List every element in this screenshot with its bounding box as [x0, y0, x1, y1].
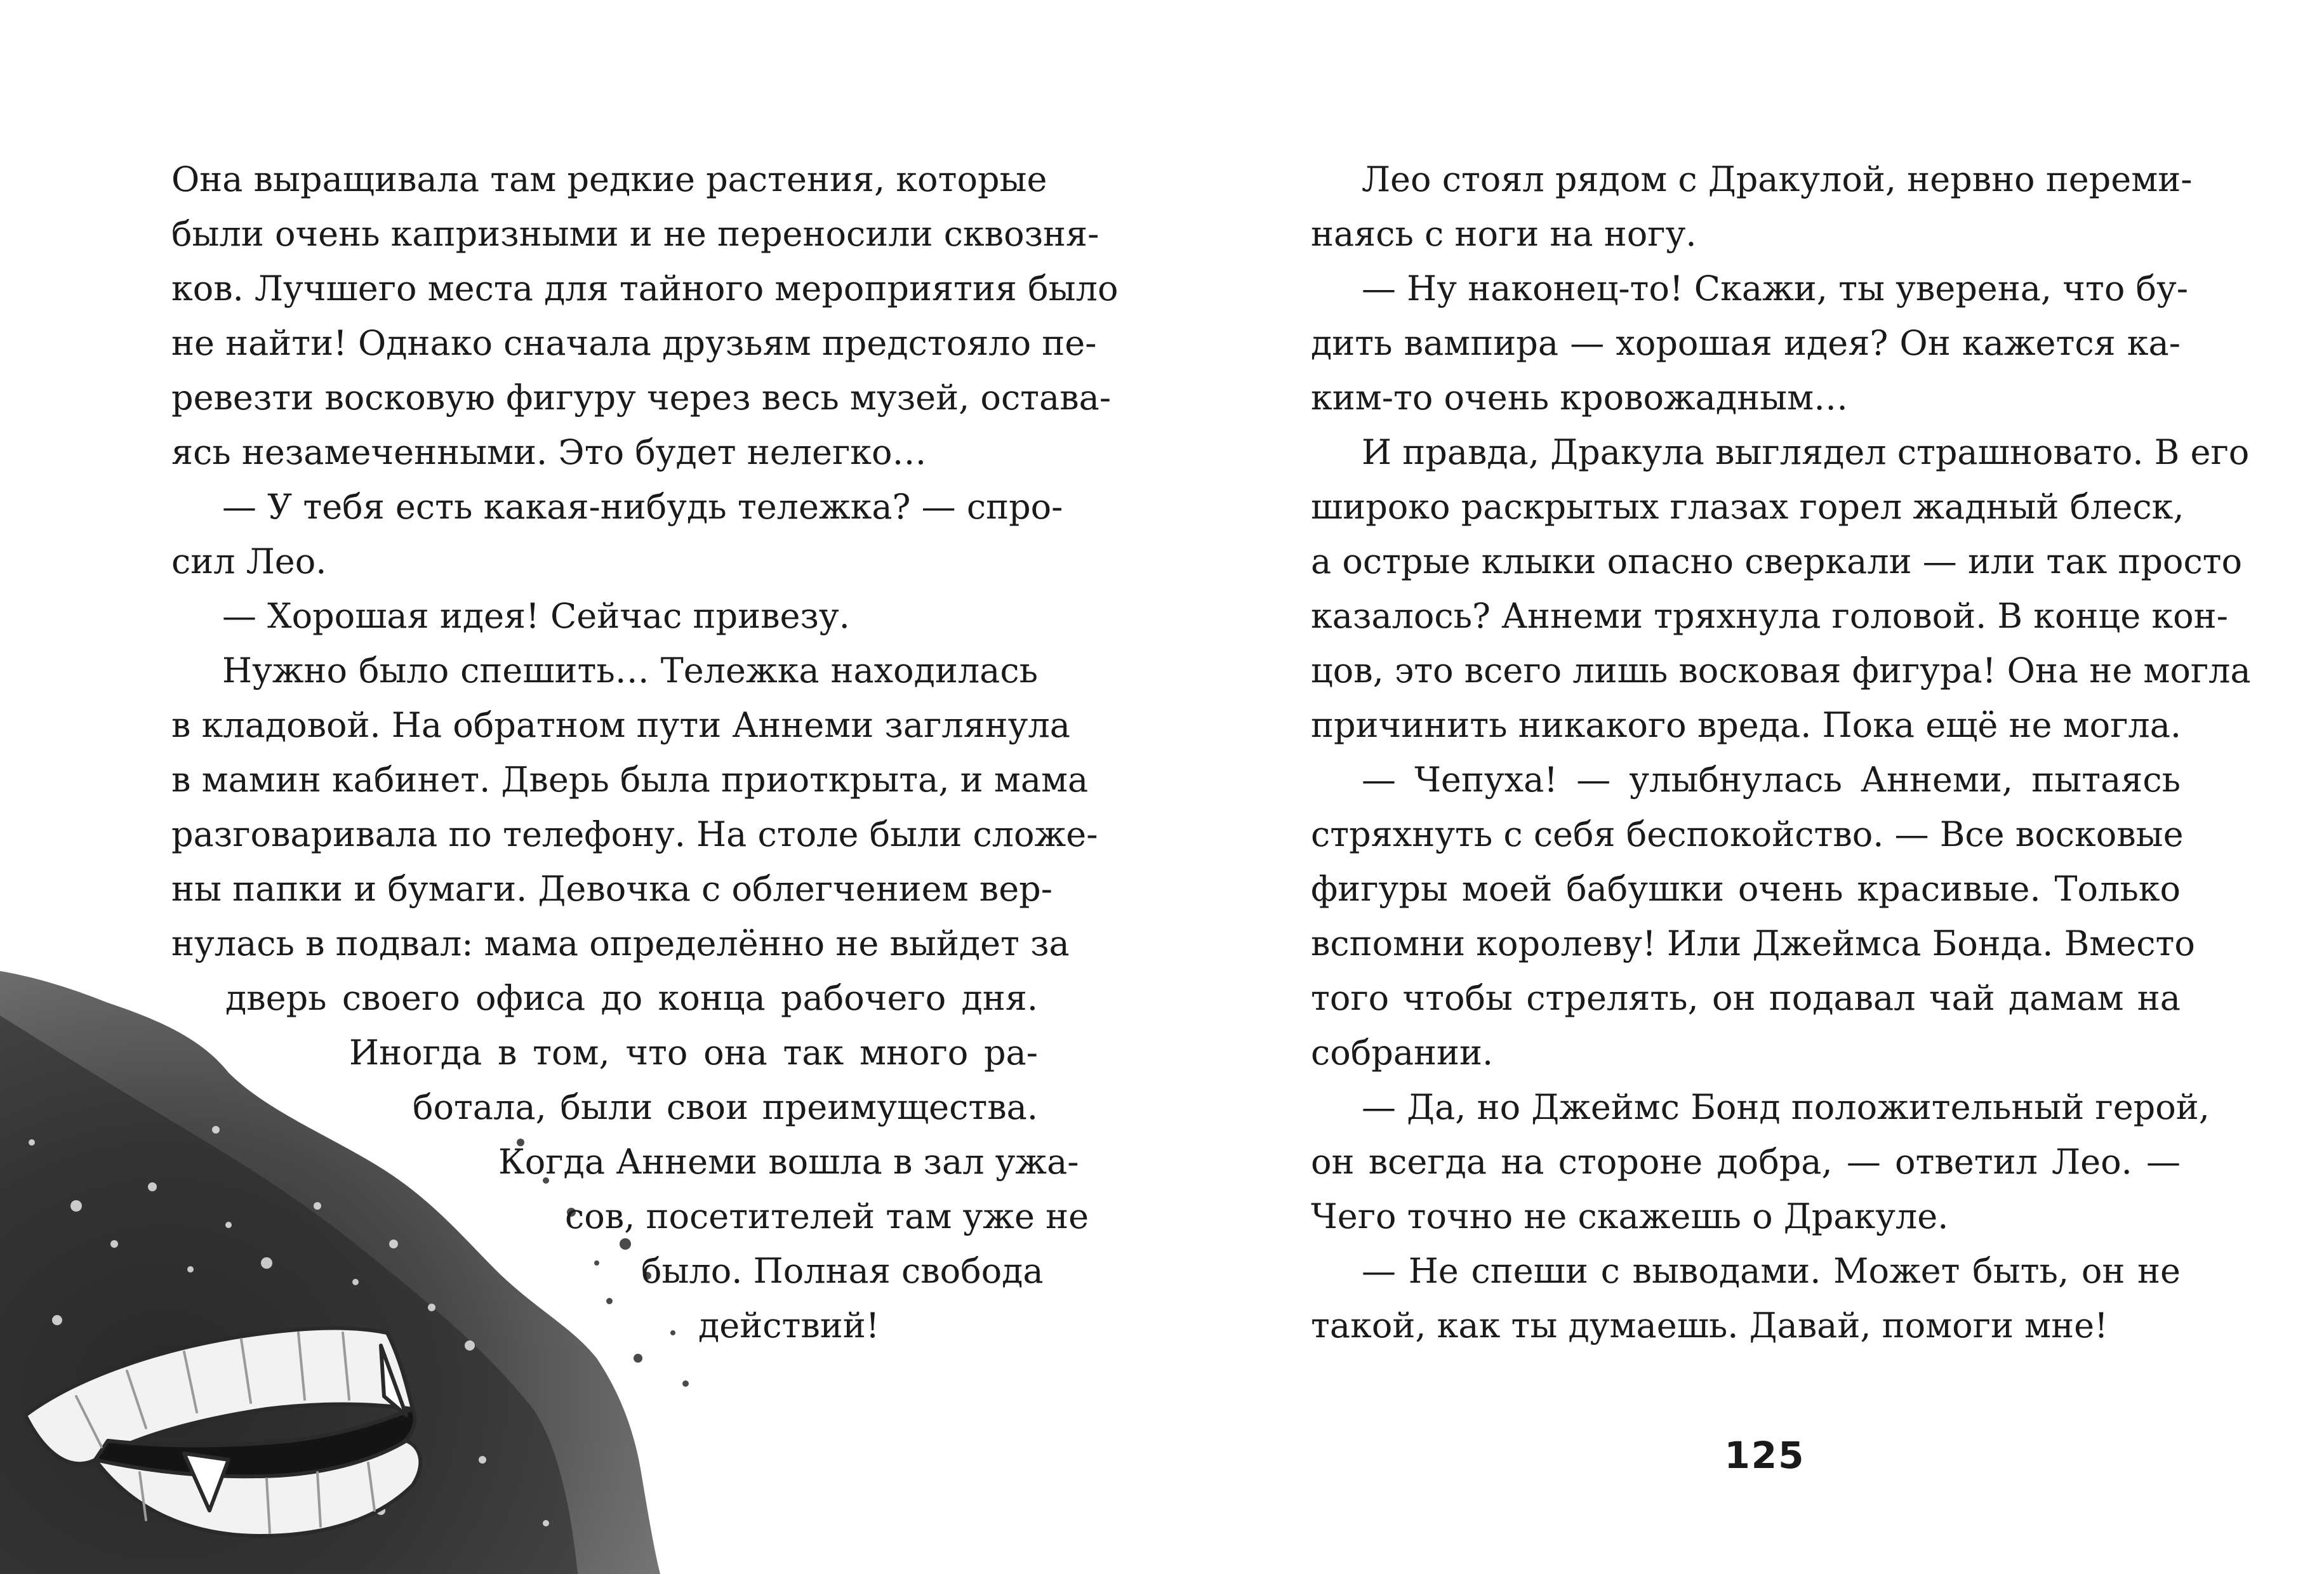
paragraph-line: не найти! Однако сначала друзьям предстояло пе-	[171, 323, 1097, 363]
paragraph-line: нулась в подвал: мама определённо не выйдет за	[171, 923, 1070, 963]
paragraph-line: собрании.	[1311, 1033, 1494, 1073]
paragraph-line: стряхнуть с себя беспокойство. — Все восковые	[1311, 814, 2184, 854]
paragraph-line: ков. Лучшего места для тайного мероприятия было	[171, 268, 1119, 308]
paragraph-line: такой, как ты думаешь. Давай, помоги мне!	[1311, 1306, 2108, 1346]
paragraph-line: цов, это всего лишь восковая фигура! Она не могла	[1311, 651, 2251, 691]
paragraph-line: широко раскрытых глазах горел жадный блеск,	[1311, 487, 2184, 527]
paragraph-line: — Не спеши с выводами. Может быть, он не	[1362, 1251, 2181, 1291]
paragraph-line: он всегда на стороне добра, — ответил Лео. —	[1311, 1142, 2181, 1182]
paragraph-line: а острые клыки опасно сверкали — или так просто	[1311, 541, 2243, 581]
paragraph-line: того чтобы стрелять, он подавал чай дамам на	[1311, 978, 2181, 1018]
paragraph-line: в кладовой. На обратном пути Аннеми заглянула	[171, 705, 1070, 745]
paragraph-line: причинить никакого вреда. Пока ещё не могла.	[1311, 705, 2182, 745]
paragraph-line: Лео стоял рядом с Дракулой, нервно переми-	[1362, 159, 2193, 199]
paragraph-line: Она выращивала там редкие растения, которые	[171, 159, 1047, 199]
paragraph-line: дить вампира — хорошая идея? Он кажется ка-	[1311, 323, 2181, 363]
paragraph-line: ботала, были свои преимущества.	[413, 1087, 1038, 1127]
paragraph-line: в мамин кабинет. Дверь была приоткрыта, и мама	[171, 760, 1089, 800]
paragraph-line: — У тебя есть какая-нибудь тележка? — спро-	[222, 487, 1063, 527]
paragraph-line: И правда, Дракула выглядел страшновато. В его	[1362, 432, 2250, 472]
paragraph-line: — Хорошая идея! Сейчас привезу.	[222, 596, 850, 636]
paragraph-line: Иногда в том, что она так много ра-	[349, 1033, 1038, 1073]
paragraph-line: были очень капризными и не переносили сквозня-	[171, 214, 1099, 254]
page-number: 125	[1724, 1434, 1805, 1477]
paragraph-line: было. Полная свобода	[641, 1251, 1044, 1291]
paragraph-line: вспомни королеву! Или Джеймса Бонда. Вместо	[1311, 923, 2195, 963]
paragraph-line: сов, посетителей там уже не	[565, 1196, 1089, 1236]
paragraph-line: казалось? Аннеми тряхнула головой. В конце кон-	[1311, 596, 2228, 636]
paragraph-line: ревезти восковую фигуру через весь музей, остава-	[171, 378, 1112, 418]
paragraph-line: — Чепуха! — улыбнулась Аннеми, пытаясь	[1362, 760, 2181, 800]
paragraph-line: — Ну наконец-то! Скажи, ты уверена, что бу-	[1362, 268, 2189, 308]
paragraph-line: Чего точно не скажешь о Дракуле.	[1311, 1196, 1949, 1236]
paragraph-line: дверь своего офиса до конца рабочего дня.	[225, 978, 1038, 1018]
paragraph-line: фигуры моей бабушки очень красивые. Только	[1311, 869, 2181, 909]
paragraph-line: разговаривала по телефону. На столе были сложе-	[171, 814, 1098, 854]
paragraph-line: ясь незамеченными. Это будет нелегко…	[171, 432, 927, 472]
paragraph-line: ким-то очень кровожадным…	[1311, 378, 1849, 418]
paragraph-line: Когда Аннеми вошла в зал ужа-	[498, 1142, 1079, 1182]
paragraph-line: ны папки и бумаги. Девочка с облегчением вер-	[171, 869, 1052, 909]
paragraph-line: Нужно было спешить… Тележка находилась	[222, 651, 1038, 691]
paragraph-line: сил Лео.	[171, 541, 327, 581]
paragraph-line: — Да, но Джеймс Бонд положительный герой,	[1362, 1087, 2210, 1127]
paragraph-line: наясь с ноги на ногу.	[1311, 214, 1697, 254]
paragraph-line: действий!	[698, 1306, 880, 1346]
